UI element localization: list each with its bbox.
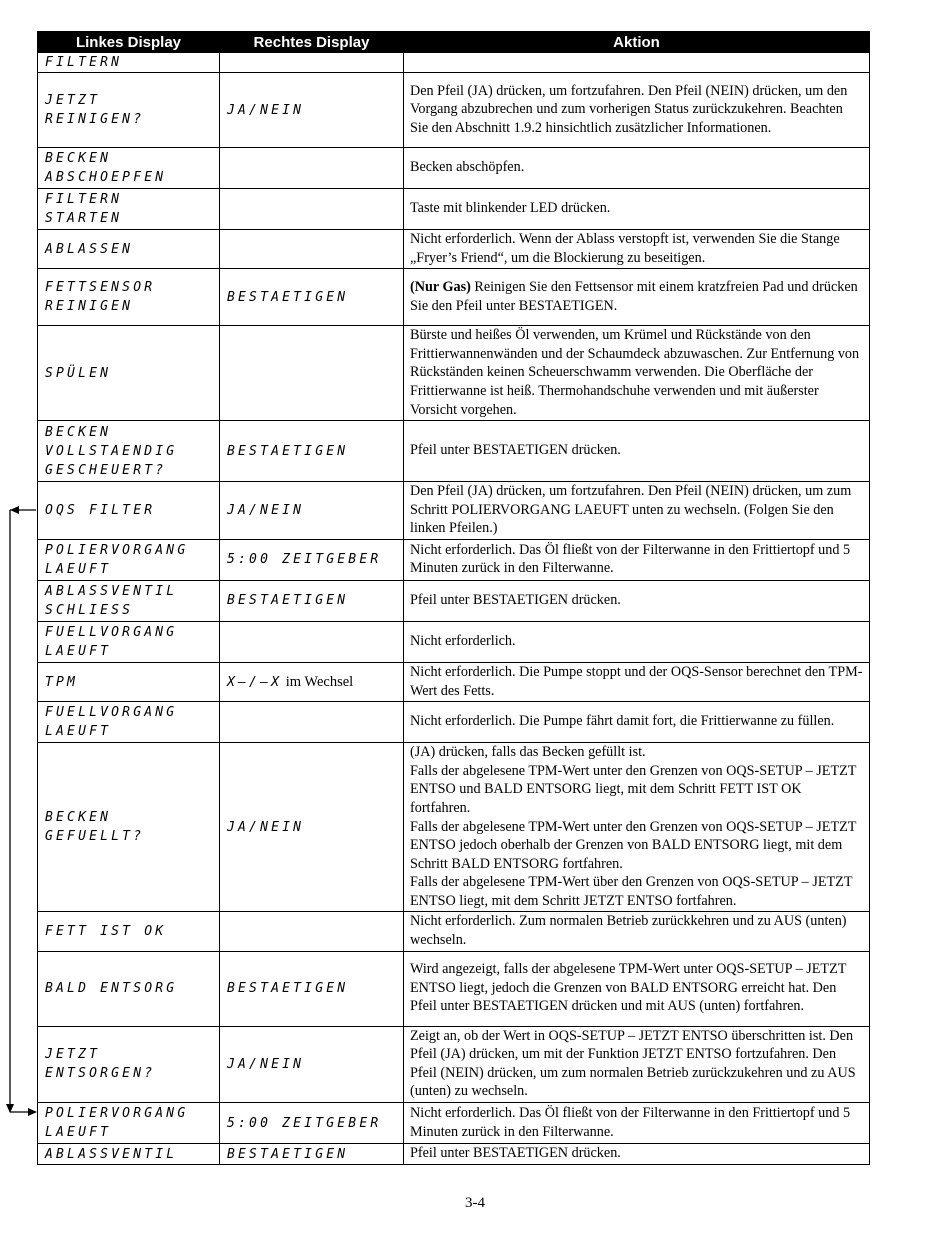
left-display-cell: BECKEN ABSCHOEPFEN: [38, 148, 220, 189]
right-display-cell: JA/NEIN: [220, 1026, 404, 1102]
left-display-cell: FUELLVORGANG LAEUFT: [38, 702, 220, 743]
right-display-cell: [220, 230, 404, 269]
action-cell: Nicht erforderlich. Zum normalen Betrieb zurückkehren und zu AUS (unten) wechseln.: [404, 912, 870, 951]
left-display-cell: BECKEN VOLLSTAENDIG GESCHEUERT?: [38, 421, 220, 482]
table-row: [38, 702, 870, 743]
left-display-cell: ABLASSVENTIL SCHLIESS: [38, 580, 220, 621]
right-display-value: X–/–X: [227, 674, 283, 690]
table-row: [38, 269, 870, 326]
table-row: [38, 148, 870, 189]
action-cell: Zeigt an, ob der Wert in OQS-SETUP – JETZT ENTSO überschritten ist. Den Pfeil (JA) drücken, um mit der Funktion JETZT ENTSO fortzufahren. Den Pfeil (NEIN) drücken, um zum normalen Betrieb zurückzukehren und zu AUS (unten) zu wechseln.: [404, 1026, 870, 1102]
action-cell: [404, 53, 870, 73]
right-display-suffix: im Wechsel: [282, 673, 354, 690]
table-row: [38, 482, 870, 540]
action-cell: Den Pfeil (JA) drücken, um fortzufahren. Den Pfeil (NEIN) drücken, um zum Schritt POLIERVORGANG LAEUFT unten zu wechseln. (Folgen Sie den linken Pfeilen.): [404, 482, 870, 540]
action-cell: Nicht erforderlich. Die Pumpe stoppt und der OQS-Sensor berechnet den TPM-Wert des Fetts.: [404, 662, 870, 701]
left-display-cell: OQS FILTER: [38, 482, 220, 540]
right-display-cell: [220, 662, 404, 701]
table-header-row: [38, 32, 870, 53]
table-row: [38, 421, 870, 482]
action-cell: Becken abschöpfen.: [404, 148, 870, 189]
flow-arrows: [0, 0, 40, 1241]
table-row: [38, 326, 870, 421]
left-display-cell: POLIERVORGANG LAEUFT: [38, 1103, 220, 1144]
action-cell: Bürste und heißes Öl verwenden, um Krümel und Rückstände von den Frittierwannenwänden und der Schaumdeck abzuwaschen. Zur Entfernung von Rückständen keinen Scheuerschwamm verwenden. Die Oberfläche der Frittierwanne ist heiß. Thermohandschuhe verwenden und mit äußerster Vorsicht vorgehen.: [404, 326, 870, 421]
right-display-cell: [220, 326, 404, 421]
action-cell: Nicht erforderlich. Das Öl fließt von der Filterwanne in den Frittiertopf und 5 Minuten zurück in den Filterwanne.: [404, 1103, 870, 1144]
page-number: 3-4: [465, 1195, 485, 1211]
table-row: [38, 621, 870, 662]
action-cell: (JA) drücken, falls das Becken gefüllt ist. Falls der abgelesene TPM-Wert unter den Grenzen von OQS-SETUP – JETZT ENTSO und BALD ENTSORG liegt, mit dem Schritt FETT IST OK fortfahren. Falls der abgelesene TPM-Wert unter den Grenzen von OQS-SETUP – JETZT ENTSO jedoch oberhalb der Grenzen von BALD ENTSORG liegt, mit dem Schritt BALD ENTSORG fortfahren. Falls der abgelesene TPM-Wert über den Grenzen von OQS-SETUP – JETZT ENTSO liegt, mit dem Schritt JETZT ENTSO fortfahren.: [404, 743, 870, 912]
left-display-cell: SPÜLEN: [38, 326, 220, 421]
action-cell: [404, 269, 870, 326]
right-display-cell: 5:00 ZEITGEBER: [220, 539, 404, 580]
table-row: [38, 539, 870, 580]
right-display-cell: JA/NEIN: [220, 73, 404, 148]
action-cell: Nicht erforderlich.: [404, 621, 870, 662]
left-display-cell: ABLASSEN: [38, 230, 220, 269]
table-row: [38, 230, 870, 269]
table-row: [38, 53, 870, 73]
right-display-cell: BESTAETIGEN: [220, 1144, 404, 1165]
left-display-cell: FETT IST OK: [38, 912, 220, 951]
left-display-cell: BECKEN GEFUELLT?: [38, 743, 220, 912]
table-row: [38, 189, 870, 230]
action-text: Reinigen Sie den Fettsensor mit einem kratzfreien Pad und drücken Sie den Pfeil unter BESTAETIGEN.: [410, 279, 858, 314]
left-display-cell: POLIERVORGANG LAEUFT: [38, 539, 220, 580]
right-display-cell: [220, 53, 404, 73]
left-display-cell: FILTERN STARTEN: [38, 189, 220, 230]
action-cell: Nicht erforderlich. Die Pumpe fährt damit fort, die Frittierwanne zu füllen.: [404, 702, 870, 743]
left-display-cell: JETZT REINIGEN?: [38, 73, 220, 148]
header-left-display: Linkes Display: [38, 32, 220, 53]
left-display-cell: BALD ENTSORG: [38, 951, 220, 1026]
left-display-cell: FILTERN: [38, 53, 220, 73]
action-cell: Nicht erforderlich. Wenn der Ablass verstopft ist, verwenden Sie die Stange „Fryer’s Friend“, um die Blockierung zu beseitigen.: [404, 230, 870, 269]
action-cell: Den Pfeil (JA) drücken, um fortzufahren. Den Pfeil (NEIN) drücken, um den Vorgang abzubrechen und zum vorherigen Status zurückzukehren. Beachten Sie den Abschnitt 1.9.2 hinsichtlich zusätzlicher Informationen.: [404, 73, 870, 148]
action-cell: Taste mit blinkender LED drücken.: [404, 189, 870, 230]
table-row: [38, 1144, 870, 1165]
table-row: [38, 1026, 870, 1102]
table-row: [38, 580, 870, 621]
table-row: [38, 1103, 870, 1144]
left-display-cell: TPM: [38, 662, 220, 701]
left-display-cell: FUELLVORGANG LAEUFT: [38, 621, 220, 662]
action-cell: Pfeil unter BESTAETIGEN drücken.: [404, 1144, 870, 1165]
left-display-cell: ABLASSVENTIL: [38, 1144, 220, 1165]
left-display-cell: FETTSENSOR REINIGEN: [38, 269, 220, 326]
table-row: [38, 662, 870, 701]
right-display-cell: JA/NEIN: [220, 482, 404, 540]
table-row: [38, 743, 870, 912]
display-action-table: [37, 31, 870, 1165]
right-display-cell: BESTAETIGEN: [220, 580, 404, 621]
action-cell: Wird angezeigt, falls der abgelesene TPM-Wert unter OQS-SETUP – JETZT ENTSO liegt, jedoch die Grenzen von BALD ENTSORG erreicht hat. Den Pfeil unter BESTAETIGEN drücken und mit AUS (unten) fortfahren.: [404, 951, 870, 1026]
right-display-cell: [220, 912, 404, 951]
right-display-cell: [220, 621, 404, 662]
right-display-cell: [220, 702, 404, 743]
table-row: [38, 73, 870, 148]
action-cell: Nicht erforderlich. Das Öl fließt von der Filterwanne in den Frittiertopf und 5 Minuten zurück in den Filterwanne.: [404, 539, 870, 580]
right-display-cell: 5:00 ZEITGEBER: [220, 1103, 404, 1144]
table-row: [38, 951, 870, 1026]
right-display-cell: BESTAETIGEN: [220, 421, 404, 482]
header-right-display: Rechtes Display: [220, 32, 404, 53]
right-display-cell: BESTAETIGEN: [220, 269, 404, 326]
action-cell: Pfeil unter BESTAETIGEN drücken.: [404, 421, 870, 482]
left-display-cell: JETZT ENTSORGEN?: [38, 1026, 220, 1102]
right-display-cell: [220, 189, 404, 230]
right-display-cell: BESTAETIGEN: [220, 951, 404, 1026]
action-cell: Pfeil unter BESTAETIGEN drücken.: [404, 580, 870, 621]
right-display-cell: [220, 148, 404, 189]
table-row: [38, 912, 870, 951]
action-bold-prefix: (Nur Gas): [410, 279, 471, 296]
right-display-cell: JA/NEIN: [220, 743, 404, 912]
header-action: Aktion: [404, 32, 870, 53]
